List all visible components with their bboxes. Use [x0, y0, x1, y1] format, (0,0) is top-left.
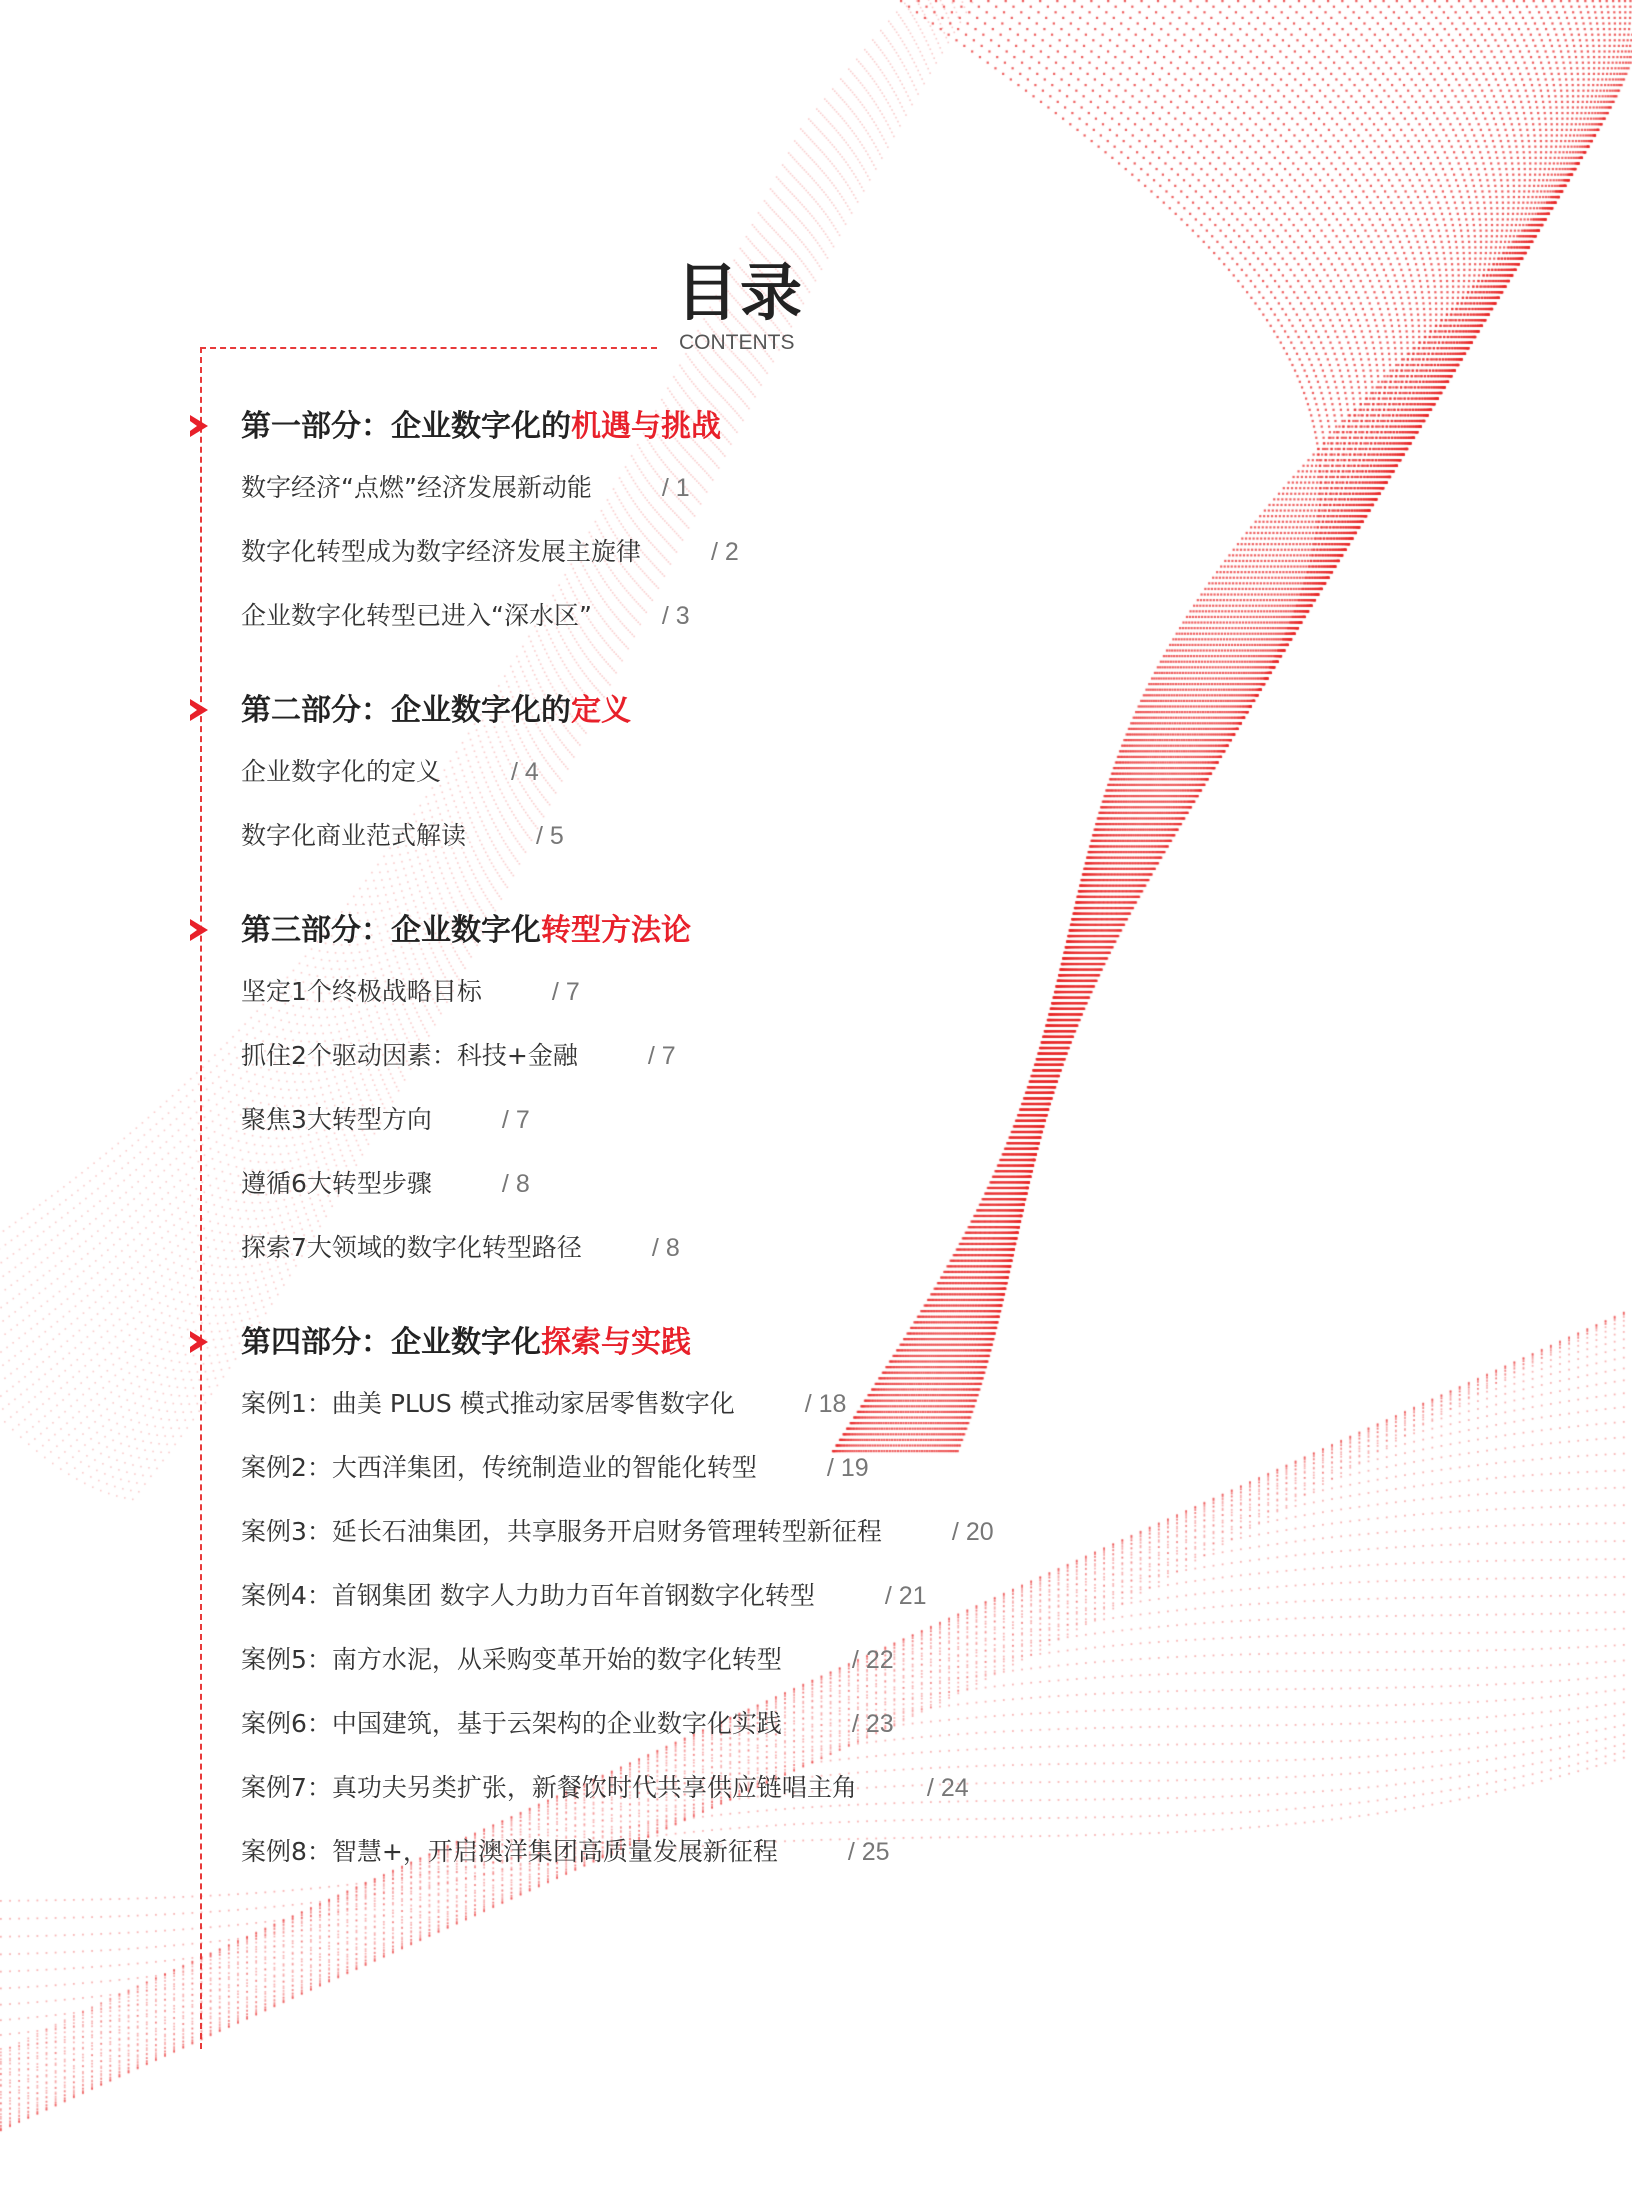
- arrow-bullet-icon: [190, 1331, 208, 1353]
- entry-page-number: / 5: [536, 822, 564, 850]
- entry-label: 案例1：曲美 PLUS 模式推动家居零售数字化: [241, 1389, 735, 1418]
- entry-page-number: / 21: [884, 1582, 927, 1610]
- toc-section: [241, 1288, 994, 1892]
- section-prefix: 第一部分：企业数字化的: [241, 409, 571, 444]
- toc-entry[interactable]: [241, 1160, 994, 1224]
- section-highlight: 转型方法论: [541, 913, 691, 948]
- toc-entry[interactable]: [241, 1032, 994, 1096]
- entry-page-number: / 24: [926, 1774, 969, 1802]
- toc-entry[interactable]: [241, 1636, 994, 1700]
- arrow-bullet-icon: [190, 919, 208, 941]
- section-heading[interactable]: [241, 1316, 994, 1370]
- entry-label: 案例8：智慧+，开启澳洋集团高质量发展新征程: [241, 1837, 778, 1866]
- arrow-bullet-icon: [190, 699, 208, 721]
- entry-label: 案例2：大西洋集团，传统制造业的智能化转型: [241, 1453, 757, 1482]
- page-title: 目录: [676, 256, 805, 329]
- entry-label: 案例7：真功夫另类扩张，新餐饮时代共享供应链唱主角: [241, 1773, 857, 1802]
- arrow-bullet-icon: [190, 415, 208, 437]
- section-heading[interactable]: [241, 904, 994, 958]
- entry-page-number: / 8: [501, 1170, 530, 1198]
- toc-entry[interactable]: [241, 1764, 994, 1828]
- entry-page-number: / 2: [711, 538, 739, 566]
- entry-label: 遵循6大转型步骤: [241, 1169, 432, 1198]
- section-heading[interactable]: [241, 400, 994, 454]
- entry-page-number: / 8: [651, 1234, 680, 1262]
- entry-label: 聚焦3大转型方向: [241, 1105, 432, 1134]
- entry-label: 案例4：首钢集团 数字人力助力百年首钢数字化转型: [241, 1581, 815, 1610]
- entry-label: 探索7大领域的数字化转型路径: [241, 1233, 582, 1262]
- entry-label: 企业数字化的定义: [241, 757, 442, 786]
- entry-page-number: / 4: [511, 758, 539, 786]
- entry-label: 数字经济“点燃”经济发展新动能: [241, 473, 592, 502]
- toc-entry[interactable]: [241, 592, 994, 656]
- entry-label: 案例6：中国建筑，基于云架构的企业数字化实践: [241, 1709, 782, 1738]
- entry-page-number: / 3: [661, 602, 690, 630]
- section-prefix: 第四部分：企业数字化: [241, 1325, 541, 1360]
- toc-entry[interactable]: [241, 1572, 994, 1636]
- table-of-contents: [241, 400, 994, 1892]
- toc-entry[interactable]: [241, 1508, 994, 1572]
- entry-label: 案例3：延长石油集团，共享服务开启财务管理转型新征程: [241, 1517, 882, 1546]
- entry-label: 数字化转型成为数字经济发展主旋律: [241, 537, 642, 566]
- toc-section: [241, 656, 994, 876]
- toc-entry[interactable]: [241, 1380, 994, 1444]
- toc-section: [241, 876, 994, 1288]
- toc-section: [241, 400, 994, 656]
- toc-entry[interactable]: [241, 528, 994, 592]
- entry-page-number: / 18: [804, 1390, 847, 1418]
- toc-entry[interactable]: [241, 812, 994, 876]
- entry-label: 数字化商业范式解读: [241, 821, 467, 850]
- entry-page-number: / 7: [501, 1106, 530, 1134]
- section-prefix: 第三部分：企业数字化: [241, 913, 541, 948]
- entry-label: 案例5：南方水泥，从采购变革开始的数字化转型: [241, 1645, 782, 1674]
- entry-page-number: / 23: [851, 1710, 894, 1738]
- entry-label: 企业数字化转型已进入“深水区”: [241, 601, 592, 630]
- toc-entry[interactable]: [241, 748, 994, 812]
- section-highlight: 机遇与挑战: [571, 409, 721, 444]
- toc-entry[interactable]: [241, 1096, 994, 1160]
- toc-entry[interactable]: [241, 464, 994, 528]
- section-highlight: 探索与实践: [541, 1325, 691, 1360]
- section-prefix: 第二部分：企业数字化的: [241, 693, 571, 728]
- toc-entry[interactable]: [241, 1224, 994, 1288]
- entry-page-number: / 19: [826, 1454, 869, 1482]
- toc-entry[interactable]: [241, 1700, 994, 1764]
- toc-entry[interactable]: [241, 968, 994, 1032]
- entry-page-number: / 25: [847, 1838, 890, 1866]
- entry-page-number: / 20: [951, 1518, 994, 1546]
- entry-page-number: / 1: [661, 474, 690, 502]
- section-highlight: 定义: [571, 693, 631, 728]
- entry-page-number: / 22: [851, 1646, 894, 1674]
- entry-page-number: / 7: [647, 1042, 676, 1070]
- page-subtitle: CONTENTS: [679, 331, 795, 354]
- toc-entry[interactable]: [241, 1828, 994, 1892]
- entry-page-number: / 7: [551, 978, 580, 1006]
- entry-label: 坚定1个终极战略目标: [241, 977, 482, 1006]
- toc-entry[interactable]: [241, 1444, 994, 1508]
- section-heading[interactable]: [241, 684, 994, 738]
- entry-label: 抓住2个驱动因素：科技+金融: [241, 1041, 578, 1070]
